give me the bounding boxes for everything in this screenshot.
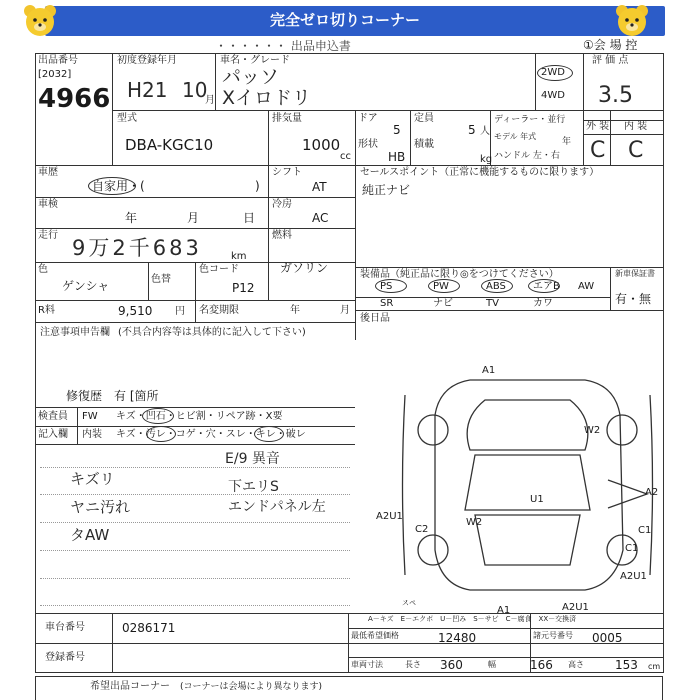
- equipment-label: 装備品（純正品に限り◎をつけてください）: [360, 269, 559, 280]
- mark-c1-right2: C1: [625, 543, 639, 554]
- load-label: 積載: [414, 139, 434, 150]
- spare-label: スペ: [402, 599, 416, 607]
- type-value: DBA-KGC10: [125, 136, 214, 154]
- inspector-fw: FW: [82, 411, 98, 422]
- name-change-month: 月: [340, 305, 350, 316]
- inspection-label: 車検: [38, 199, 58, 210]
- note-5: 下エリS: [228, 479, 279, 495]
- handle-label: ハンドル 左・右: [494, 151, 560, 161]
- shift-label: シフト: [272, 167, 302, 178]
- shape-value: HB: [388, 150, 406, 164]
- drive-2wd: 2WD: [541, 67, 565, 78]
- capacity-label: 定員: [414, 113, 434, 124]
- model-year-label: モデル 年式: [494, 132, 537, 141]
- mileage-unit: km: [231, 251, 247, 262]
- equipment-item: エアB: [533, 281, 560, 292]
- equipment-circle: [528, 279, 560, 293]
- shape-label: 形状: [358, 139, 378, 150]
- inspection-year: 年: [125, 211, 138, 225]
- equipment-item: AW: [578, 281, 595, 292]
- inspector-label: 検査員: [38, 411, 68, 422]
- height-value: 153: [615, 658, 638, 672]
- width-value: 166: [530, 658, 553, 672]
- note-3: タAW: [70, 526, 110, 544]
- doors-label: ドア: [358, 113, 378, 124]
- banner-title: 完全ゼロ切りコーナー: [270, 11, 421, 29]
- inspection-month: 月: [187, 211, 200, 225]
- sales-value: 純正ナビ: [362, 183, 411, 197]
- sales-label: セールスポイント（正常に機能するものに限ります）: [360, 167, 600, 178]
- first-reg-month-unit: 月: [205, 95, 215, 106]
- name-change-year: 年: [290, 305, 300, 316]
- mark-a2-right: A2: [645, 487, 659, 498]
- inspector-items: キズ・凹石・ヒビ割・リペア跡・X要: [116, 411, 283, 422]
- model-year-unit: 年: [562, 137, 572, 147]
- equipment-circle: [481, 279, 513, 293]
- mark-a2u1-right: A2U1: [620, 571, 647, 582]
- mileage-value: 9万2千683: [72, 236, 202, 260]
- spec-value: 0005: [592, 631, 623, 645]
- lot-label: 出品番号: [38, 55, 78, 66]
- diagram-legend: A－キズ E－エクボ U－凹み S－サビ C－腐食 XX－交換済: [368, 615, 577, 623]
- first-reg-label: 初度登録年月: [117, 55, 177, 66]
- mileage-label: 走行: [38, 230, 58, 241]
- price-label: 最低希望価格: [351, 631, 399, 640]
- notes-label: 注意事項申告欄: [40, 327, 110, 338]
- dims-unit: cm: [648, 662, 661, 671]
- record-circle-1: [146, 426, 176, 442]
- exterior-label: 外 装: [586, 121, 610, 132]
- height-label: 高さ: [568, 660, 584, 669]
- note-2: ヤニ汚れ: [70, 498, 131, 516]
- name-change-label: 名変期限: [199, 305, 239, 316]
- spec-label: 諸元号番号: [533, 631, 573, 640]
- ac-value: AC: [312, 211, 329, 225]
- mark-a1-top: A1: [482, 365, 496, 376]
- first-reg-era: H21: [127, 78, 168, 102]
- length-value: 360: [440, 658, 463, 672]
- color-code: P12: [232, 281, 255, 295]
- interior-grade: C: [628, 138, 644, 163]
- ac-label: 冷房: [272, 199, 292, 210]
- inspector-circle: [142, 408, 174, 424]
- registration-label: 登録番号: [45, 652, 85, 663]
- model-label: 車名・グレード: [220, 55, 290, 66]
- equipment-item: PW: [433, 281, 449, 292]
- recycle-value: 9,510: [118, 304, 153, 318]
- width-label: 幅: [488, 660, 496, 669]
- record-items: キズ・汚レ・コゲ・穴・スレ・キレ・破レ: [116, 429, 306, 440]
- note-1: キズリ: [70, 470, 115, 488]
- exterior-grade: C: [590, 138, 606, 163]
- lot-number: 4966: [38, 84, 111, 114]
- equipment-item: ABS: [486, 281, 506, 292]
- bid-label: 希望出品コーナー: [90, 681, 170, 692]
- bear-mascot-left-icon: [20, 2, 60, 40]
- equipment-item: PS: [380, 281, 393, 292]
- history-close: ): [255, 179, 260, 193]
- type-label: 型式: [117, 113, 137, 124]
- model-grade: Xイロドリ: [222, 87, 312, 109]
- first-reg-month: 10: [182, 78, 208, 102]
- interior-label: 内 装: [624, 121, 648, 132]
- capacity-unit: 人: [480, 126, 490, 137]
- mark-a2u1-bottom: A2U1: [562, 602, 589, 613]
- chassis-label: 車台番号: [45, 622, 85, 633]
- record-label: 記入欄: [38, 429, 68, 440]
- capacity-value: 5: [468, 123, 476, 137]
- shift-value: AT: [312, 180, 327, 194]
- venue-copy-label: ①会 場 控: [583, 38, 638, 52]
- rating-label: 評 価 点: [592, 55, 629, 66]
- note-4: E/9 異音: [225, 451, 280, 467]
- record-circle-2: [254, 426, 284, 442]
- mark-w2-right: W2: [584, 425, 601, 436]
- new-car-value: 有・無: [615, 292, 652, 306]
- equipment-item: SR: [380, 298, 394, 309]
- color-change-label: 色替: [151, 274, 171, 285]
- drive-4wd: 4WD: [541, 90, 565, 101]
- note-6: エンドパネル左: [228, 499, 326, 515]
- history-label: 車歴: [38, 167, 58, 178]
- history-value: 自家用・(: [92, 179, 145, 193]
- notes-hint: (不具合内容等は具体的に記入して下さい): [118, 327, 306, 338]
- equipment-circle: [428, 279, 460, 293]
- chassis-value: 0286171: [122, 621, 176, 635]
- bear-mascot-right-icon: [612, 2, 652, 40]
- mark-a2u1-left: A2U1: [376, 511, 403, 522]
- rating-score: 3.5: [598, 83, 633, 108]
- form-title: ・・・・・・ 出品申込書: [215, 39, 351, 53]
- repair-history: 修復歴 有 [箇所: [66, 389, 159, 403]
- inspection-day: 日: [243, 211, 256, 225]
- mark-w2-mid: W2: [466, 517, 483, 528]
- color-code-label: 色コード: [199, 264, 239, 275]
- color-value: ゲンシャ: [62, 279, 110, 293]
- post-label: 後日品: [360, 313, 390, 324]
- lot-code: [2032]: [38, 69, 72, 80]
- displacement-value: 1000: [302, 136, 341, 154]
- length-label: 長さ: [405, 660, 421, 669]
- price-value: 12480: [438, 631, 477, 645]
- mark-c2-left: C2: [415, 524, 429, 535]
- equipment-item: カワ: [533, 298, 553, 309]
- fuel-label: 燃料: [272, 230, 292, 241]
- equipment-item: TV: [486, 298, 499, 309]
- doors-value: 5: [393, 123, 401, 137]
- mark-c1-right: C1: [638, 525, 652, 536]
- equipment-circle: [375, 279, 407, 293]
- new-car-label: 新車保証書: [615, 269, 655, 278]
- dealer-label: ディーラー・並行: [494, 115, 566, 125]
- load-unit: kg: [480, 154, 493, 165]
- displacement-unit: cc: [340, 151, 351, 162]
- dims-label: 車両寸法: [351, 660, 383, 669]
- record-sub: 内装: [82, 429, 102, 440]
- mark-u1-center: U1: [530, 494, 544, 505]
- recycle-unit: 円: [175, 306, 185, 317]
- equipment-item: ナビ: [433, 298, 453, 309]
- mark-a1-bottom: A1: [497, 605, 511, 616]
- bid-hint: (コーナーは会場により異なります): [180, 682, 323, 692]
- displacement-label: 排気量: [272, 113, 302, 124]
- color-label: 色: [38, 264, 48, 275]
- model-name: パッソ: [222, 66, 280, 88]
- fuel-value: ガソリン: [280, 261, 329, 275]
- recycle-label: R料: [38, 305, 55, 316]
